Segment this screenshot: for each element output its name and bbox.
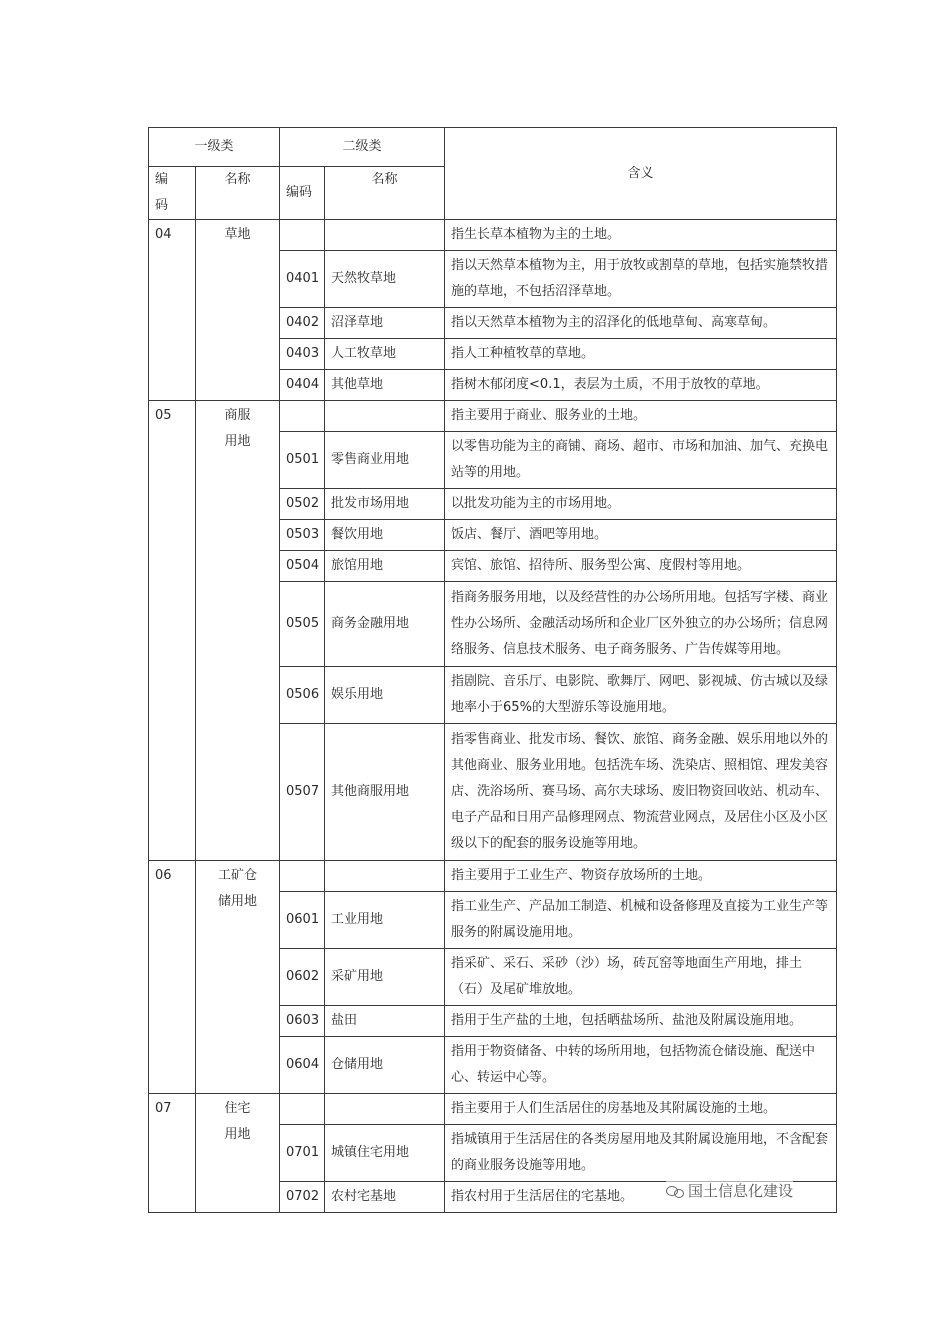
level2-name: 沼泽草地 xyxy=(325,308,445,339)
level1-name xyxy=(196,1094,280,1213)
level2-name-header: 名称 xyxy=(325,167,445,220)
level2-code: 0603 xyxy=(280,1006,325,1037)
level2-definition: 指工业生产、产品加工制造、机械和设备修理及直接为工业生产等服务的附属设施用地。 xyxy=(445,892,837,949)
level2-definition: 指以天然草本植物为主的沼泽化的低地草甸、高寒草甸。 xyxy=(445,308,837,339)
level1-name-header: 名称 xyxy=(196,167,280,220)
level2-code: 0506 xyxy=(280,667,325,724)
table-row xyxy=(149,861,837,892)
level1-definition: 指主要用于商业、服务业的土地。 xyxy=(445,401,837,432)
wechat-icon xyxy=(666,1184,684,1198)
level2-code: 0404 xyxy=(280,370,325,401)
level2-code: 0701 xyxy=(280,1125,325,1182)
level2-name-empty xyxy=(325,220,445,251)
level2-name: 人工牧草地 xyxy=(325,339,445,370)
level2-definition: 指零售商业、批发市场、餐饮、旅馆、商务金融、娱乐用地以外的其他商业、服务业用地。包括洗车场、洗染店、照相馆、理发美容店、洗浴场所、赛马场、高尔夫球场、废旧物资回收站、机动车、电子产品和日用产品修理网点、物流营业网点，及居住小区及小区级以下的配套的服务设施等用地。 xyxy=(445,724,837,861)
level2-code: 0601 xyxy=(280,892,325,949)
level2-code-empty xyxy=(280,1094,325,1125)
code-char-1: 编 xyxy=(155,172,169,187)
level2-code: 0504 xyxy=(280,551,325,582)
level2-name: 其他草地 xyxy=(325,370,445,401)
level2-name: 盐田 xyxy=(325,1006,445,1037)
level2-code: 0702 xyxy=(280,1182,325,1213)
level2-name-empty xyxy=(325,1094,445,1125)
code-char-2: 码 xyxy=(155,198,169,213)
level1-name xyxy=(196,401,280,861)
level2-code-header: 编码 xyxy=(280,167,325,220)
level2-name: 仓储用地 xyxy=(325,1037,445,1094)
table-row xyxy=(149,220,837,251)
level2-definition: 指树木郁闭度<0.1，表层为土质，不用于放牧的草地。 xyxy=(445,370,837,401)
level2-definition: 指农村用于生活居住的宅基地。 xyxy=(445,1182,837,1213)
level1-code-header xyxy=(149,167,196,220)
level2-definition: 指采矿、采石、采砂（沙）场，砖瓦窑等地面生产用地，排土（石）及尾矿堆放地。 xyxy=(445,949,837,1006)
level2-header: 二级类 xyxy=(280,128,445,167)
level2-name-empty xyxy=(325,861,445,892)
level1-name-line: 住宅 xyxy=(224,1101,251,1116)
level2-definition: 饭店、餐厅、酒吧等用地。 xyxy=(445,520,837,551)
watermark xyxy=(666,1180,793,1201)
level2-name: 批发市场用地 xyxy=(325,489,445,520)
level2-name: 农村宅基地 xyxy=(325,1182,445,1213)
level2-code: 0602 xyxy=(280,949,325,1006)
level2-name: 旅馆用地 xyxy=(325,551,445,582)
level1-name-line: 储用地 xyxy=(218,894,258,909)
level1-name xyxy=(196,220,280,401)
level2-code: 0604 xyxy=(280,1037,325,1094)
level2-definition: 指剧院、音乐厅、电影院、歌舞厅、网吧、影视城、仿古城以及绿地率小于65%的大型游乐等设施用地。 xyxy=(445,667,837,724)
level2-code-empty xyxy=(280,220,325,251)
level1-definition: 指主要用于工业生产、物资存放场所的土地。 xyxy=(445,861,837,892)
level2-code-empty xyxy=(280,401,325,432)
level1-code: 04 xyxy=(149,220,196,401)
level1-name-line: 用地 xyxy=(224,1127,251,1142)
level2-code: 0503 xyxy=(280,520,325,551)
watermark-text: 国土信息化建设 xyxy=(688,1182,794,1200)
land-classification-table xyxy=(148,127,837,1213)
level1-name-line: 商服 xyxy=(224,408,251,423)
level1-code: 05 xyxy=(149,401,196,861)
level2-name: 零售商业用地 xyxy=(325,432,445,489)
meaning-header: 含义 xyxy=(445,128,837,220)
level2-definition: 指用于生产盐的土地，包括晒盐场所、盐池及附属设施用地。 xyxy=(445,1006,837,1037)
level2-name: 娱乐用地 xyxy=(325,667,445,724)
level1-definition: 指主要用于人们生活居住的房基地及其附属设施的土地。 xyxy=(445,1094,837,1125)
level2-definition: 指以天然草本植物为主，用于放牧或割草的草地，包括实施禁牧措施的草地，不包括沼泽草地。 xyxy=(445,251,837,308)
level2-definition: 以批发功能为主的市场用地。 xyxy=(445,489,837,520)
table-row xyxy=(149,401,837,432)
level2-name: 天然牧草地 xyxy=(325,251,445,308)
level2-definition: 指用于物资储备、中转的场所用地，包括物流仓储设施、配送中心、转运中心等。 xyxy=(445,1037,837,1094)
level1-definition: 指生长草本植物为主的土地。 xyxy=(445,220,837,251)
level1-name-line: 草地 xyxy=(224,227,251,242)
level2-definition: 以零售功能为主的商铺、商场、超市、市场和加油、加气、充换电站等的用地。 xyxy=(445,432,837,489)
level2-name: 其他商服用地 xyxy=(325,724,445,861)
level2-code: 0507 xyxy=(280,724,325,861)
level2-definition: 指商务服务用地，以及经营性的办公场所用地。包括写字楼、商业性办公场所、金融活动场所和企业厂区外独立的办公场所；信息网络服务、信息技术服务、电子商务服务、广告传媒等用地。 xyxy=(445,582,837,667)
level1-name xyxy=(196,861,280,1094)
level2-name-empty xyxy=(325,401,445,432)
level2-definition: 指城镇用于生活居住的各类房屋用地及其附属设施用地，不含配套的商业服务设施等用地。 xyxy=(445,1125,837,1182)
level1-name-line: 用地 xyxy=(224,434,251,449)
level2-code: 0401 xyxy=(280,251,325,308)
level2-name: 采矿用地 xyxy=(325,949,445,1006)
level2-definition: 指人工种植牧草的草地。 xyxy=(445,339,837,370)
level1-header: 一级类 xyxy=(149,128,280,167)
level1-code: 06 xyxy=(149,861,196,1094)
level2-name: 城镇住宅用地 xyxy=(325,1125,445,1182)
level2-name: 商务金融用地 xyxy=(325,582,445,667)
level2-name: 工业用地 xyxy=(325,892,445,949)
level2-code-empty xyxy=(280,861,325,892)
level1-code: 07 xyxy=(149,1094,196,1213)
level2-definition: 宾馆、旅馆、招待所、服务型公寓、度假村等用地。 xyxy=(445,551,837,582)
level2-name: 餐饮用地 xyxy=(325,520,445,551)
level2-code: 0502 xyxy=(280,489,325,520)
table-row xyxy=(149,1094,837,1125)
level1-name-line: 工矿仓 xyxy=(218,868,258,883)
level2-code: 0505 xyxy=(280,582,325,667)
header-row-1 xyxy=(149,128,837,167)
level2-code: 0501 xyxy=(280,432,325,489)
level2-code: 0402 xyxy=(280,308,325,339)
level2-code: 0403 xyxy=(280,339,325,370)
